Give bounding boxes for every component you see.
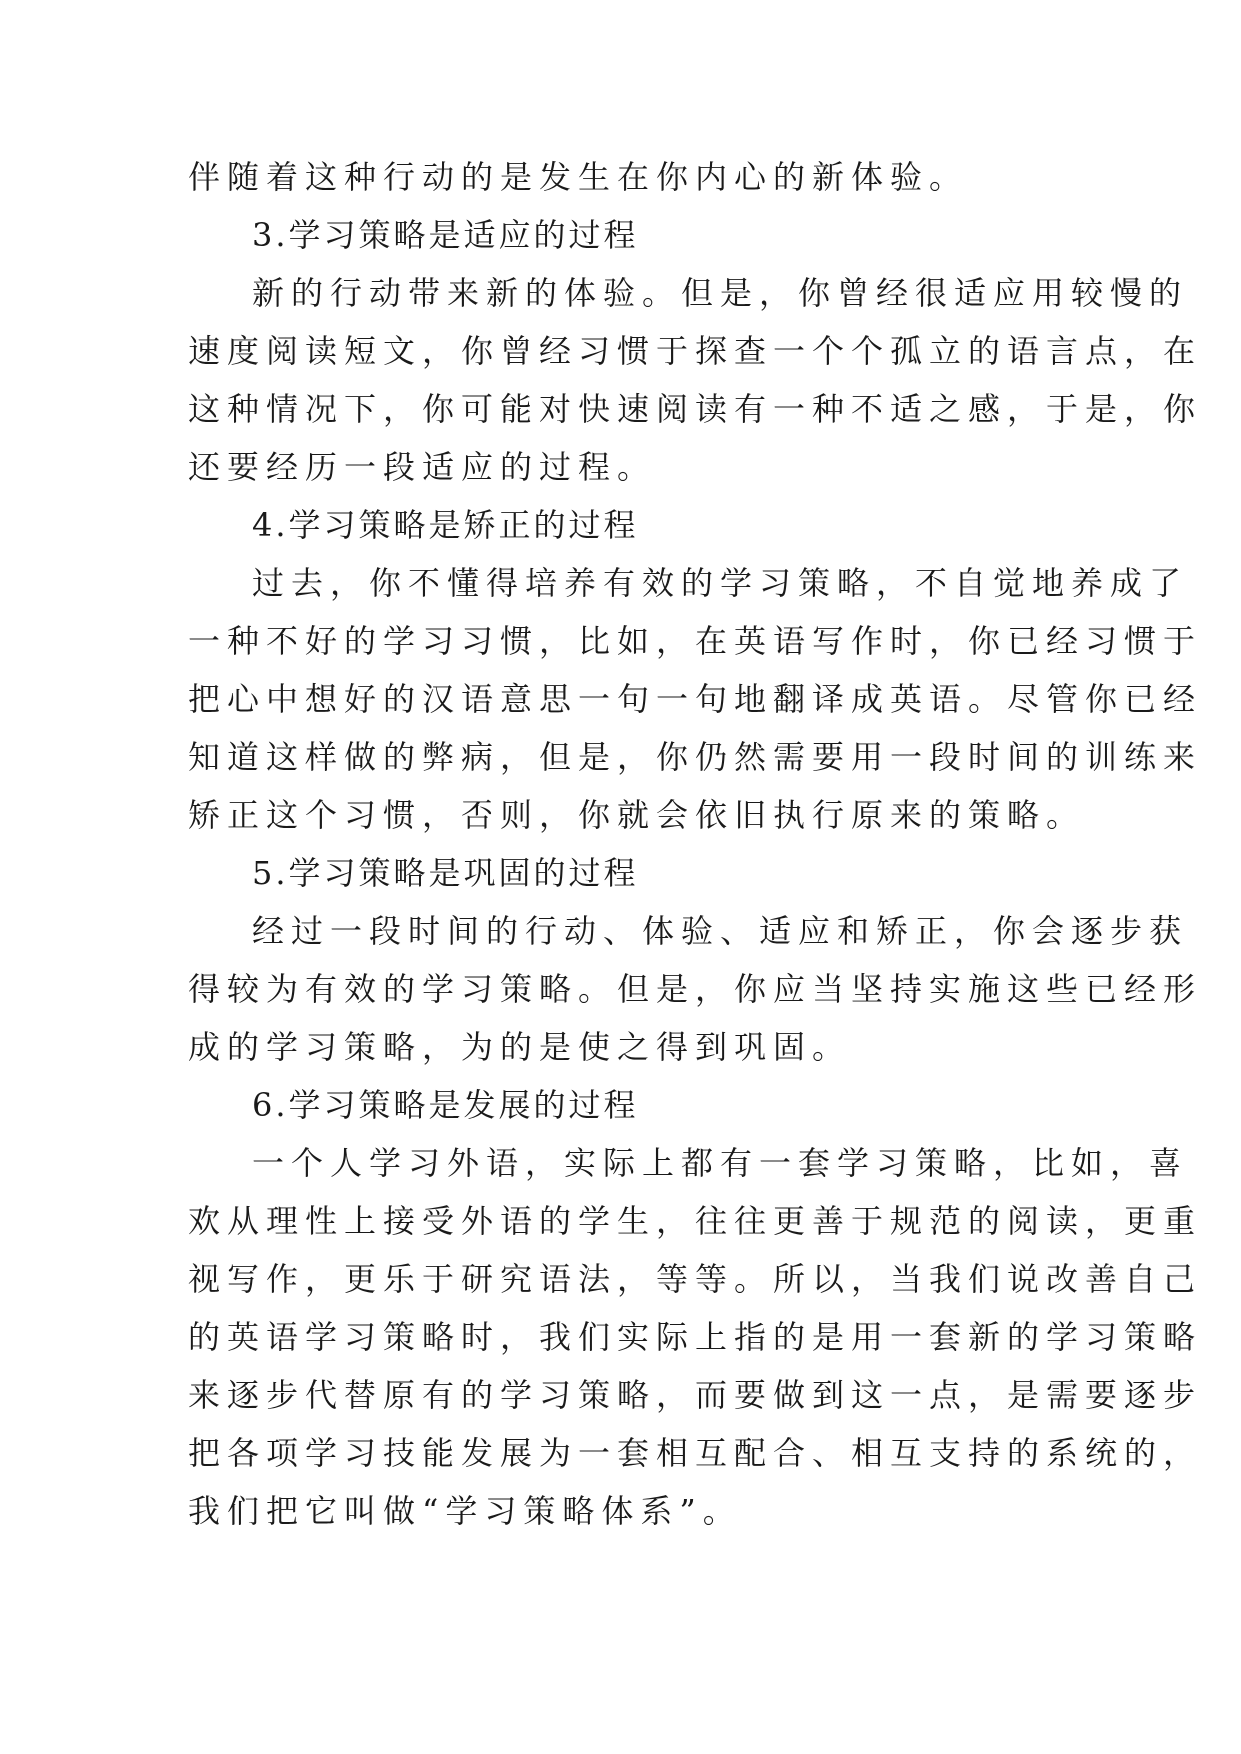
paragraph-line: 得较为有效的学习策略。但是，你应当坚持实施这些已经形 bbox=[188, 970, 1203, 1008]
paragraph-line: 矫正这个习惯，否则，你就会依旧执行原来的策略。 bbox=[188, 796, 1086, 834]
section-heading-3: 3.学习策略是适应的过程 bbox=[252, 216, 639, 254]
paragraph-line: 欢从理性上接受外语的学生，往往更善于规范的阅读，更重 bbox=[188, 1202, 1203, 1240]
section-heading-5: 5.学习策略是巩固的过程 bbox=[252, 854, 639, 892]
paragraph-line: 一个人学习外语，实际上都有一套学习策略，比如，喜 bbox=[252, 1144, 1189, 1182]
paragraph-line: 成的学习策略，为的是使之得到巩固。 bbox=[188, 1028, 852, 1066]
section-heading-6: 6.学习策略是发展的过程 bbox=[252, 1086, 639, 1124]
paragraph-line: 把各项学习技能发展为一套相互配合、相互支持的系统的， bbox=[188, 1434, 1203, 1472]
paragraph-line: 这种情况下，你可能对快速阅读有一种不适之感，于是，你 bbox=[188, 390, 1203, 428]
paragraph-line: 一种不好的学习习惯，比如，在英语写作时，你已经习惯于 bbox=[188, 622, 1203, 660]
paragraph-line: 我们把它叫做“学习策略体系”。 bbox=[188, 1492, 742, 1530]
paragraph-line: 经过一段时间的行动、体验、适应和矫正，你会逐步获 bbox=[252, 912, 1189, 950]
paragraph-line: 的英语学习策略时，我们实际上指的是用一套新的学习策略 bbox=[188, 1318, 1203, 1356]
paragraph-line: 过去，你不懂得培养有效的学习策略，不自觉地养成了 bbox=[252, 564, 1189, 602]
paragraph-line: 来逐步代替原有的学习策略，而要做到这一点，是需要逐步 bbox=[188, 1376, 1203, 1414]
paragraph-line: 伴随着这种行动的是发生在你内心的新体验。 bbox=[188, 158, 969, 196]
paragraph-line: 新的行动带来新的体验。但是，你曾经很适应用较慢的 bbox=[252, 274, 1189, 312]
section-heading-4: 4.学习策略是矫正的过程 bbox=[252, 506, 639, 544]
paragraph-line: 还要经历一段适应的过程。 bbox=[188, 448, 657, 486]
paragraph-line: 速度阅读短文，你曾经习惯于探查一个个孤立的语言点，在 bbox=[188, 332, 1203, 370]
paragraph-line: 视写作，更乐于研究语法，等等。所以，当我们说改善自己 bbox=[188, 1260, 1203, 1298]
paragraph-line: 知道这样做的弊病，但是，你仍然需要用一段时间的训练来 bbox=[188, 738, 1203, 776]
paragraph-line: 把心中想好的汉语意思一句一句地翻译成英语。尽管你已经 bbox=[188, 680, 1203, 718]
